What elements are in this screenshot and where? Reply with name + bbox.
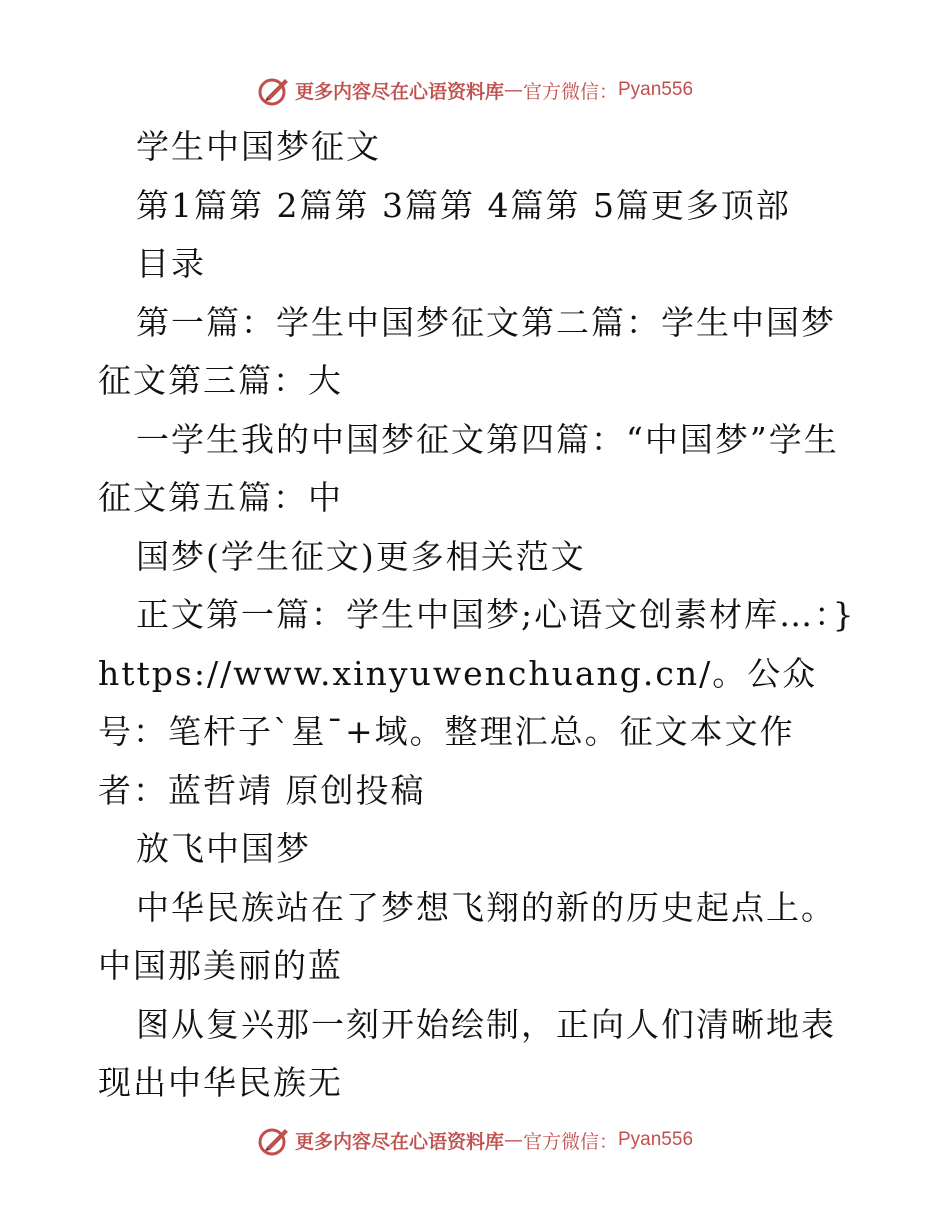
banner-wechat-label: 官方微信： — [522, 80, 618, 103]
banner-brand-text: 更多内容尽在心语资料库 — [294, 1130, 504, 1153]
banner-wechat-id: Pyan556 — [618, 79, 694, 100]
toc-paragraph: 一学生我的中国梦征文第四篇：“中国梦”学生征文第五篇：中 — [98, 419, 839, 517]
banner-separator: — — [503, 1129, 523, 1151]
document-body — [98, 118, 858, 1113]
toc-heading: 目录 — [136, 244, 206, 283]
document-title: 学生中国梦征文 — [136, 127, 381, 166]
banner-separator: — — [503, 79, 523, 101]
toc-paragraph: 国梦(学生征文)更多相关范文 — [136, 536, 586, 576]
section-heading: 放飞中国梦 — [136, 829, 311, 868]
banner-wechat-id: Pyan556 — [618, 1129, 694, 1150]
footer-banner — [0, 1120, 950, 1160]
quill-logo-icon — [257, 1123, 291, 1157]
body-paragraph: 图从复兴那一刻开始绘制，正向人们清晰地表现出中华民族无 — [98, 1004, 836, 1102]
banner-brand-text: 更多内容尽在心语资料库 — [294, 80, 504, 103]
banner-wechat-label: 官方微信： — [522, 1130, 618, 1153]
quill-logo-icon — [257, 73, 291, 107]
body-paragraph: 正文第一篇：学生中国梦;心语文创素材库…：} https://www.xinyuwenchuang.cn/。公众号：笔杆子`星¯+域。整理汇总。征文本文作者：蓝哲靖 原创投稿 — [98, 595, 856, 810]
chapter-nav-line: 第1篇第 2篇第 3篇第 4篇第 5篇更多顶部 — [136, 185, 791, 225]
body-paragraph: 中华民族站在了梦想飞翔的新的历史起点上。中国那美丽的蓝 — [98, 887, 836, 985]
header-banner — [0, 70, 950, 110]
toc-paragraph: 第一篇：学生中国梦征文第二篇：学生中国梦征文第三篇：大 — [98, 302, 836, 400]
